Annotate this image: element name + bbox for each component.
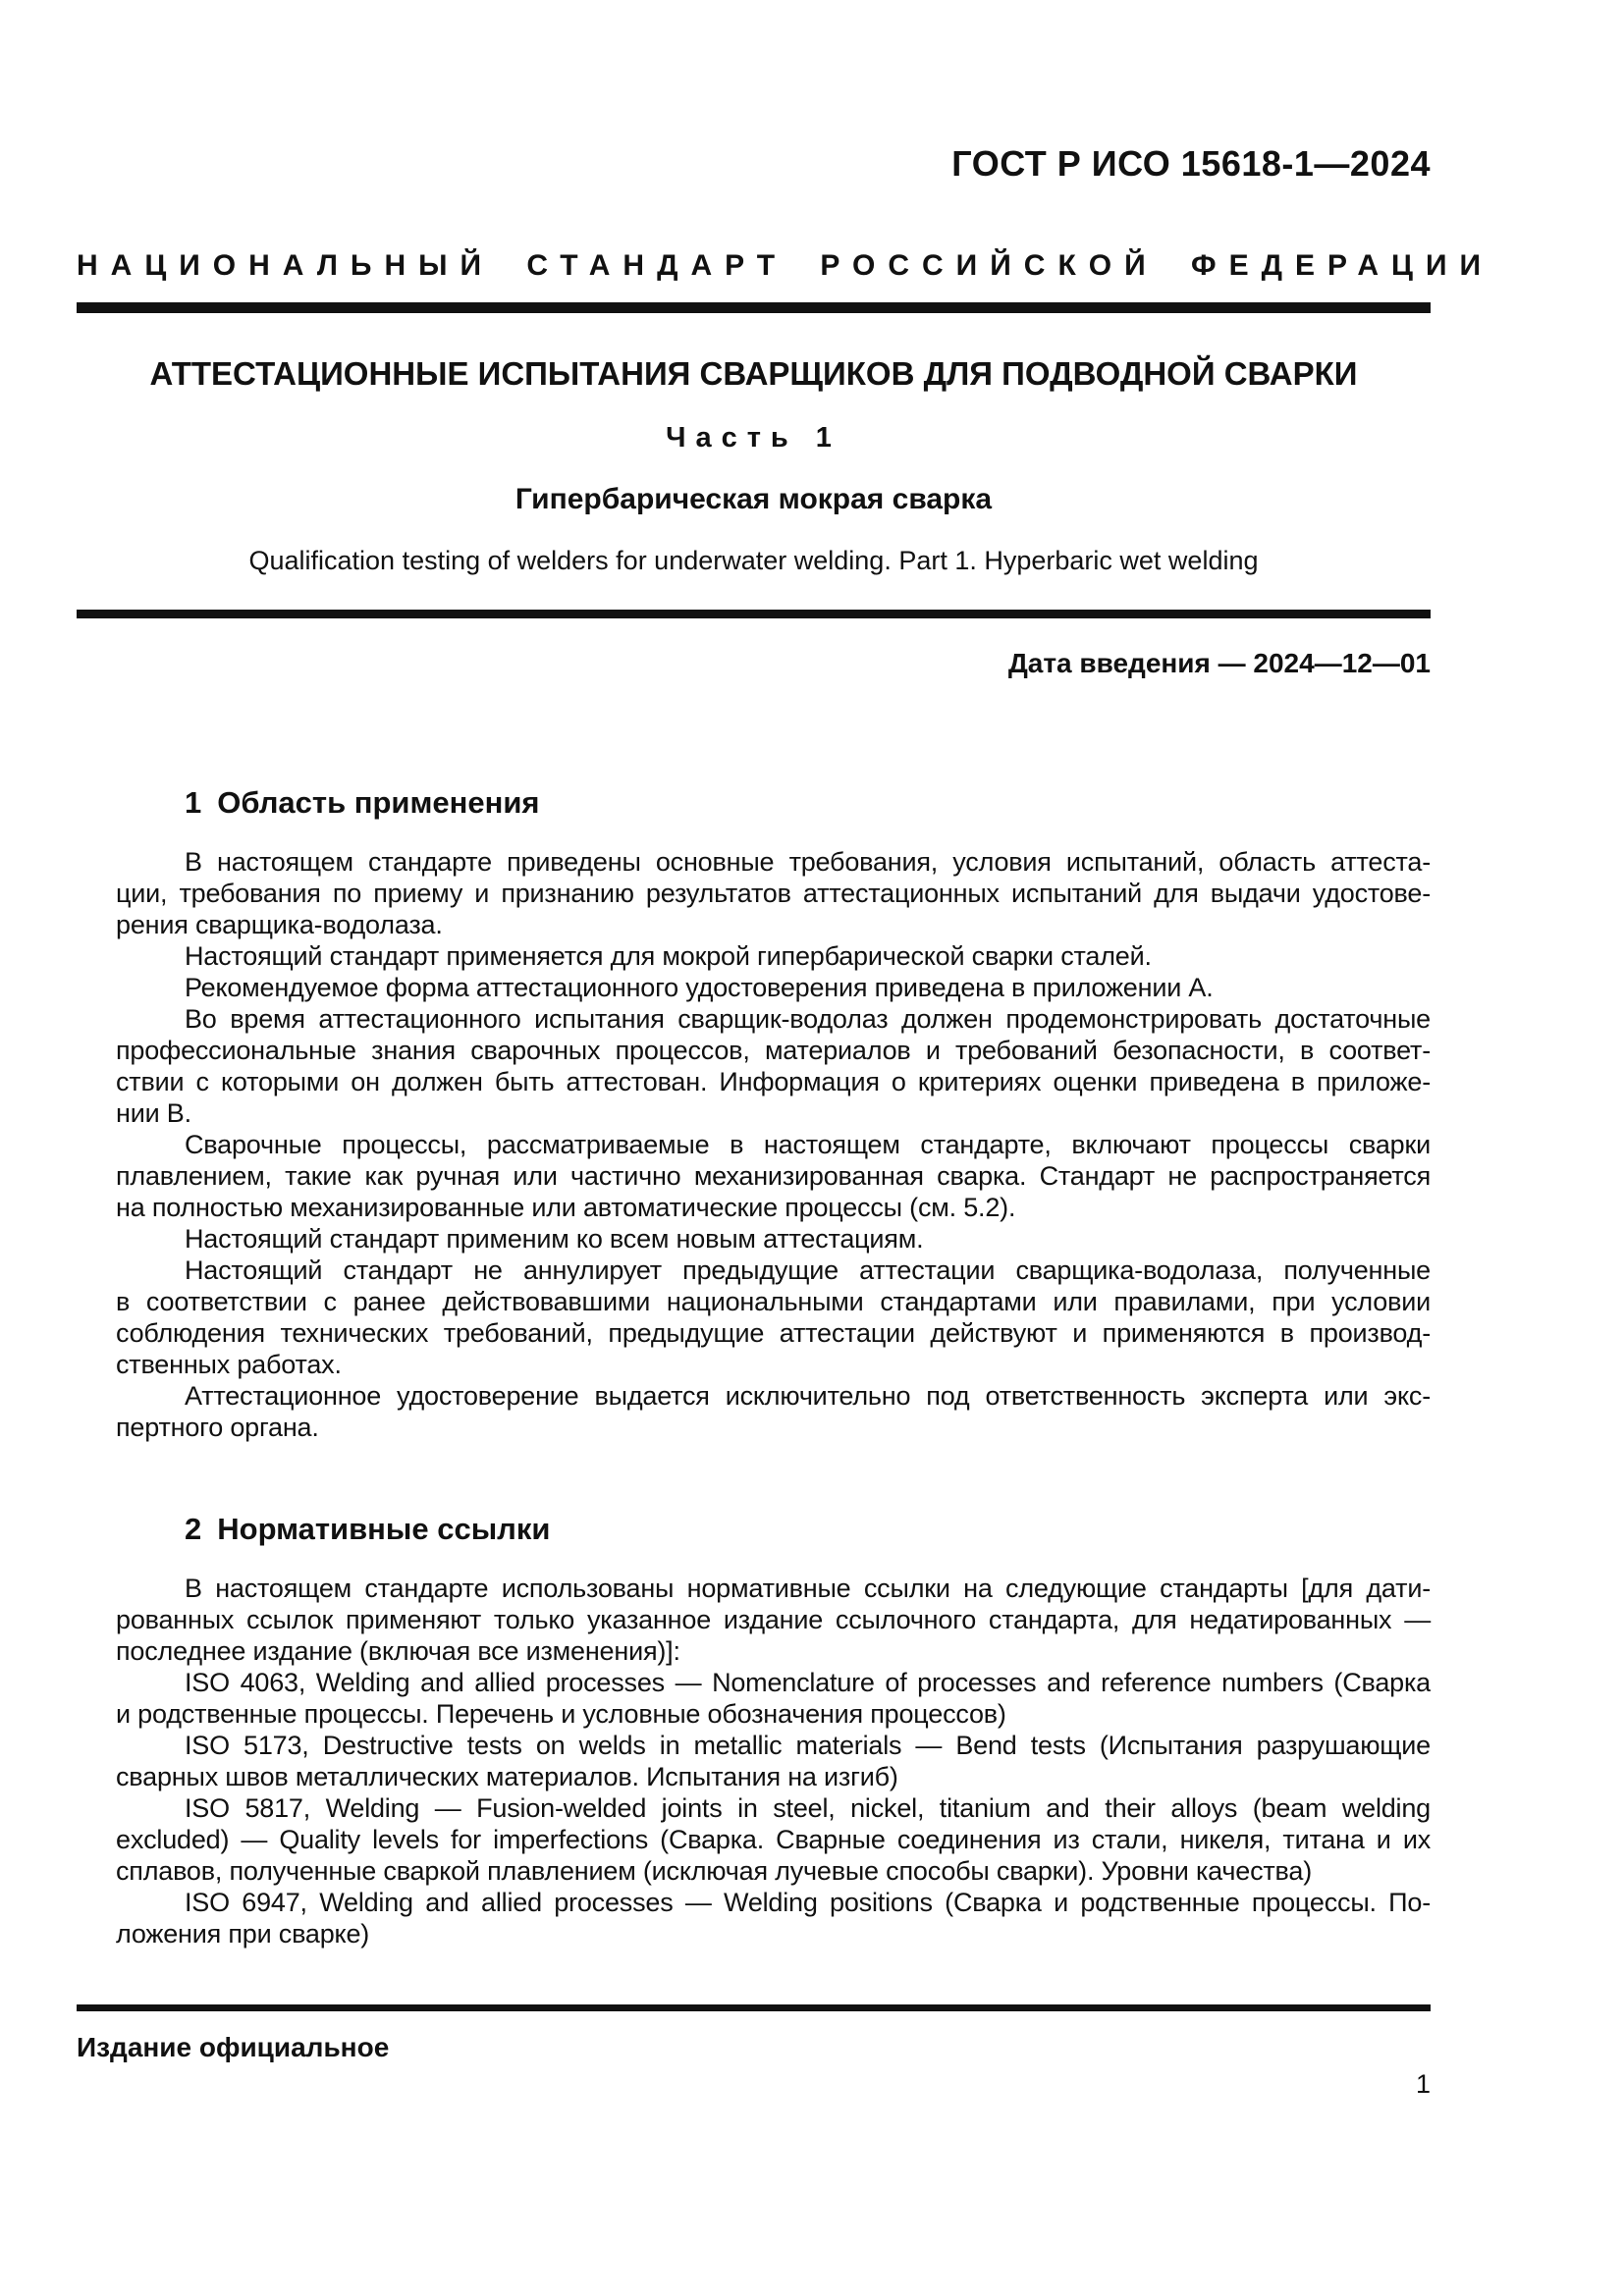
edition-note: Издание официальное	[77, 2032, 390, 2062]
header-rule	[77, 302, 1431, 313]
text-line: Настоящий стандарт не аннулирует предыдущие аттестации сварщика-водолаза, полученные	[185, 1255, 1431, 1285]
paragraph	[116, 1129, 1431, 1223]
text-line: В настоящем стандарте приведены основные требования, условия испытаний, область аттеста-	[185, 847, 1431, 877]
text-line: ствии с которыми он должен быть аттестован. Информация о критериях оценки приведена в приложе-	[116, 1067, 1431, 1096]
section-paragraphs	[116, 846, 1431, 1443]
text-line: Настоящий стандарт применим ко всем новым аттестациям.	[185, 1224, 924, 1254]
text-line: на полностью механизированные или автоматические процессы (см. 5.2).	[116, 1193, 1016, 1222]
footer-rule	[77, 2004, 1431, 2011]
text-line: В настоящем стандарте использованы нормативные ссылки на следующие стандарты [для дати-	[185, 1574, 1431, 1603]
paragraph	[116, 940, 1431, 972]
text-line: сплавов, полученные сваркой плавлением (исключая лучевые способы сварки). Уровни качества)	[116, 1856, 1313, 1886]
section-paragraphs	[116, 1573, 1431, 1949]
effective-date: Дата введения — 2024—12—01	[1007, 648, 1431, 678]
paragraph	[116, 1223, 1431, 1255]
title-rule	[77, 610, 1431, 618]
paragraph	[116, 1255, 1431, 1380]
paragraph	[116, 1003, 1431, 1129]
section-title: Нормативные ссылки	[217, 1512, 551, 1546]
page-number: 1	[1415, 2069, 1431, 2099]
section-number: 1	[185, 785, 202, 820]
paragraph	[116, 1573, 1431, 1667]
text-line: нии В.	[116, 1098, 191, 1128]
section-title: Область применения	[217, 785, 540, 820]
paragraph	[116, 1380, 1431, 1443]
paragraph	[116, 1667, 1431, 1730]
text-line: ISO 6947, Welding and allied processes — Welding positions (Сварка и родственные процессы. По-	[185, 1888, 1431, 1917]
text-line: Сварочные процессы, рассматриваемые в настоящем стандарте, включают процессы сварки	[185, 1130, 1431, 1159]
text-line: excluded) — Quality levels for imperfections (Сварка. Сварные соединения из стали, никеля, титана и их	[116, 1825, 1431, 1854]
paragraph	[116, 972, 1431, 1003]
text-line: плавлением, такие как ручная или частично механизированная сварка. Стандарт не распространяется	[116, 1161, 1431, 1191]
document-section	[77, 785, 1431, 1443]
doc-code: ГОСТ Р ИСО 15618-1—2024	[951, 143, 1431, 184]
document-body	[77, 785, 1431, 1949]
text-line: ISO 5817, Welding — Fusion-welded joints in steel, nickel, titanium and their alloys (beam welding	[185, 1793, 1431, 1823]
section-heading	[185, 785, 1431, 821]
text-line: ственных работах.	[116, 1350, 342, 1379]
text-line: ложения при сварке)	[116, 1919, 370, 1949]
text-line: рованных ссылок применяют только указанное издание ссылочного стандарта, для недатированных —	[116, 1605, 1431, 1634]
text-line: в соответствии с ранее действовавшими национальными стандартами или правилами, при условии	[116, 1287, 1431, 1316]
text-line: ISO 4063, Welding and allied processes — Nomenclature of processes and reference numbers (Сварка	[185, 1668, 1431, 1697]
doc-subtitle: Гипербарическая мокрая сварка	[514, 483, 993, 515]
standard-type-banner: НАЦИОНАЛЬНЫЙ СТАНДАРТ РОССИЙСКОЙ ФЕДЕРАЦИИ	[77, 249, 1494, 282]
doc-title: АТТЕСТАЦИОННЫЕ ИСПЫТАНИЯ СВАРЩИКОВ ДЛЯ ПОДВОДНОЙ СВАРКИ	[149, 355, 1358, 392]
paragraph	[116, 846, 1431, 940]
text-line: ISO 5173, Destructive tests on welds in metallic materials — Bend tests (Испытания разрушающие	[185, 1731, 1431, 1760]
text-line: соблюдения технических требований, предыдущие аттестации действуют и применяются в производ-	[116, 1318, 1431, 1348]
section-number: 2	[185, 1512, 202, 1546]
document-section	[77, 1512, 1431, 1949]
text-line: Во время аттестационного испытания сварщик-водолаз должен продемонстрировать достаточные	[185, 1004, 1431, 1034]
paragraph	[116, 1730, 1431, 1792]
text-line: пертного органа.	[116, 1413, 319, 1442]
text-line: сварных швов металлических материалов. Испытания на изгиб)	[116, 1762, 898, 1791]
text-line: Настоящий стандарт применяется для мокрой гипербарической сварки сталей.	[185, 941, 1152, 971]
text-line: Рекомендуемое форма аттестационного удостоверения приведена в приложении А.	[185, 973, 1214, 1002]
paragraph	[116, 1792, 1431, 1887]
text-line: и родственные процессы. Перечень и условные обозначения процессов)	[116, 1699, 1006, 1729]
text-line: рения сварщика-водолаза.	[116, 910, 443, 939]
text-line: профессиональные знания сварочных процессов, материалов и требований безопасности, в соответ-	[116, 1036, 1431, 1065]
doc-title-english: Qualification testing of welders for underwater welding. Part 1. Hyperbaric wet welding	[248, 546, 1259, 575]
text-line: последнее издание (включая все изменения)]:	[116, 1636, 680, 1666]
doc-part-label: Часть 1	[666, 422, 841, 454]
text-line: ции, требования по приему и признанию результатов аттестационных испытаний для выдачи удостове-	[116, 879, 1431, 908]
section-heading	[185, 1512, 1431, 1547]
paragraph	[116, 1887, 1431, 1949]
text-line: Аттестационное удостоверение выдается исключительно под ответственность эксперта или экс-	[185, 1381, 1431, 1411]
